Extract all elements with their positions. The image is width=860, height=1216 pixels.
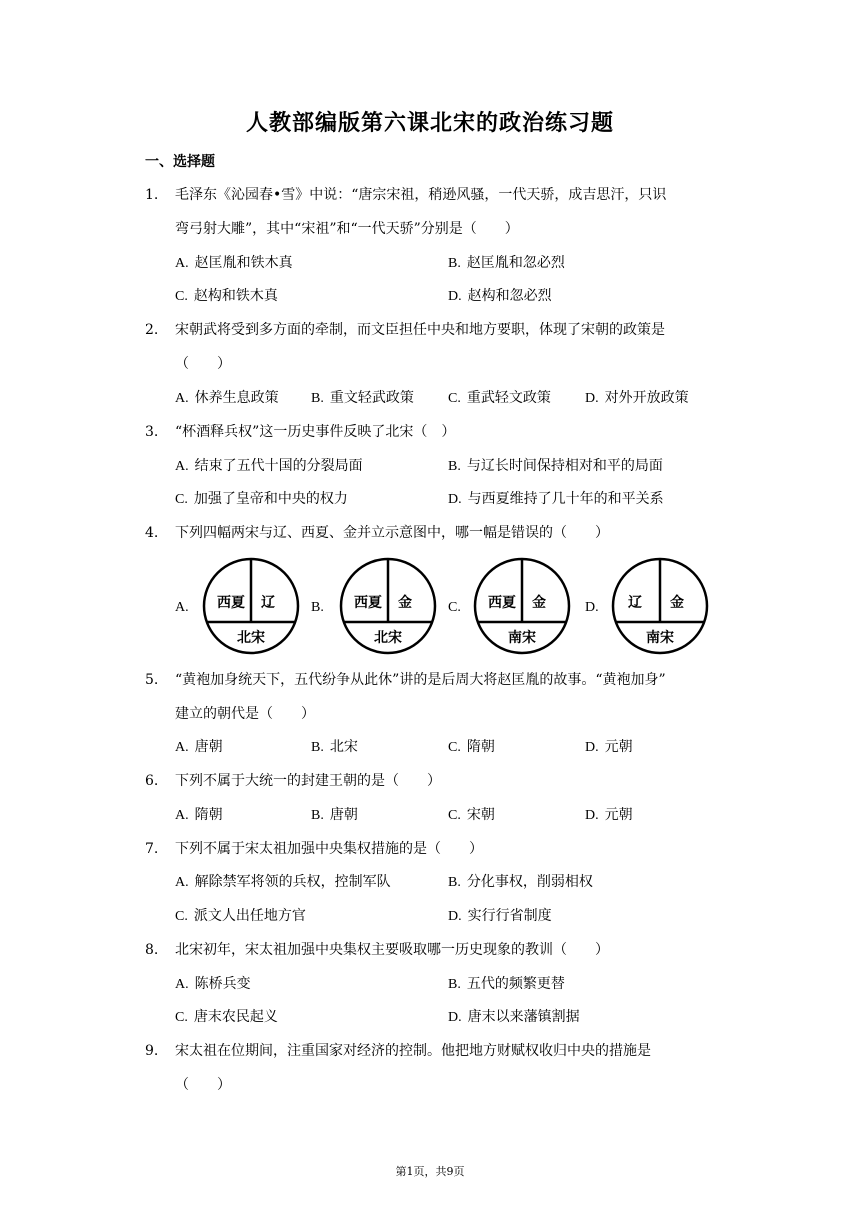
question-text: 建立的朝代是（ ） — [175, 706, 315, 722]
option-b[interactable]: B. 北宋 — [311, 739, 358, 755]
map-diagram-d — [610, 556, 710, 656]
question-number: 8. — [145, 942, 159, 958]
question-text: “杯酒释兵权”这一历史事件反映了北宋（ ） — [175, 424, 456, 440]
question-text: 毛泽东《沁园春•雪》中说：“唐宗宋祖，稍逊风骚，一代天骄，成吉思汗，只识 — [175, 187, 667, 203]
option-b[interactable]: B. 分化事权，削弱相权 — [448, 874, 593, 890]
question-text: 下列不属于宋太祖加强中央集权措施的是（ ） — [175, 841, 483, 857]
question-number: 1. — [145, 187, 159, 203]
option-d[interactable]: D. 唐末以来藩镇割据 — [448, 1009, 580, 1025]
option-c[interactable]: C. 重武轻文政策 — [448, 390, 551, 406]
option-c[interactable]: C. 派文人出任地方官 — [175, 908, 306, 924]
question-number: 3. — [145, 424, 159, 440]
option-d[interactable]: D. 与西夏维持了几十年的和平关系 — [448, 491, 664, 507]
region-label: 北宋 — [374, 630, 402, 646]
question-number: 7. — [145, 841, 159, 857]
option-b[interactable]: B. 重文轻武政策 — [311, 390, 414, 406]
region-label: 南宋 — [508, 630, 536, 646]
option-a[interactable]: A. 休养生息政策 — [175, 390, 279, 406]
region-label: 北宋 — [237, 630, 265, 646]
question-text: （ ） — [175, 356, 231, 372]
option-c[interactable]: C. 宋朝 — [448, 807, 495, 823]
question-text: 下列不属于大统一的封建王朝的是（ ） — [175, 773, 441, 789]
question-text: 宋朝武将受到多方面的牵制，而文臣担任中央和地方要职，体现了宋朝的政策是 — [175, 322, 665, 338]
map-diagram-c — [472, 556, 572, 656]
option-c[interactable]: C. — [448, 600, 461, 615]
option-d[interactable]: D. 实行行省制度 — [448, 908, 552, 924]
option-b[interactable]: B. — [311, 600, 324, 615]
option-a[interactable]: A. 唐朝 — [175, 739, 223, 755]
option-c[interactable]: C. 隋朝 — [448, 739, 495, 755]
option-b[interactable]: B. 与辽长时间保持相对和平的局面 — [448, 458, 663, 474]
region-label: 南宋 — [646, 630, 674, 646]
option-b[interactable]: B. 赵匡胤和忽必烈 — [448, 255, 565, 271]
question-text: 弯弓射大雕”，其中“宋祖”和“一代天骄”分别是（ ） — [175, 221, 519, 237]
map-diagram-a — [201, 556, 301, 656]
option-b[interactable]: B. 五代的频繁更替 — [448, 976, 565, 992]
region-label: 西夏 — [488, 595, 516, 611]
region-label: 西夏 — [354, 595, 382, 611]
option-c[interactable]: C. 加强了皇帝和中央的权力 — [175, 491, 348, 507]
option-d[interactable]: D. 元朝 — [585, 739, 633, 755]
section-heading: 一、选择题 — [145, 154, 215, 170]
question-text: 北宋初年，宋太祖加强中央集权主要吸取哪一历史现象的教训（ ） — [175, 942, 609, 958]
page-footer: 第1页，共9页 — [395, 1165, 465, 1178]
option-a[interactable]: A. — [175, 600, 189, 615]
region-label: 辽 — [261, 595, 275, 611]
option-a[interactable]: A. 结束了五代十国的分裂局面 — [175, 458, 363, 474]
option-d[interactable]: D. 元朝 — [585, 807, 633, 823]
question-text: “黄袍加身统天下，五代纷争从此休”讲的是后周大将赵匡胤的故事。“黄袍加身” — [175, 672, 666, 688]
option-a[interactable]: A. 赵匡胤和铁木真 — [175, 255, 293, 271]
option-c[interactable]: C. 唐末农民起义 — [175, 1009, 278, 1025]
option-c[interactable]: C. 赵构和铁木真 — [175, 288, 278, 304]
question-number: 5. — [145, 672, 159, 688]
question-text: （ ） — [175, 1077, 231, 1093]
region-label: 金 — [532, 595, 546, 611]
region-label: 金 — [670, 595, 684, 611]
question-number: 2. — [145, 322, 159, 338]
region-label: 金 — [398, 595, 412, 611]
option-d[interactable]: D. 赵构和忽必烈 — [448, 288, 552, 304]
option-a[interactable]: A. 隋朝 — [175, 807, 223, 823]
option-d[interactable]: D. — [585, 600, 599, 615]
question-text: 下列四幅两宋与辽、西夏、金并立示意图中，哪一幅是错误的（ ） — [175, 525, 609, 541]
question-number: 4. — [145, 525, 159, 541]
question-number: 6. — [145, 773, 159, 789]
option-a[interactable]: A. 解除禁军将领的兵权，控制军队 — [175, 874, 391, 890]
page-title: 人教部编版第六课北宋的政治练习题 — [245, 110, 614, 136]
map-diagram-b — [338, 556, 438, 656]
option-b[interactable]: B. 唐朝 — [311, 807, 358, 823]
option-a[interactable]: A. 陈桥兵变 — [175, 976, 251, 992]
region-label: 辽 — [628, 595, 642, 611]
question-number: 9. — [145, 1043, 159, 1059]
option-d[interactable]: D. 对外开放政策 — [585, 390, 689, 406]
region-label: 西夏 — [217, 595, 245, 611]
question-text: 宋太祖在位期间，注重国家对经济的控制。他把地方财赋权收归中央的措施是 — [175, 1043, 651, 1059]
